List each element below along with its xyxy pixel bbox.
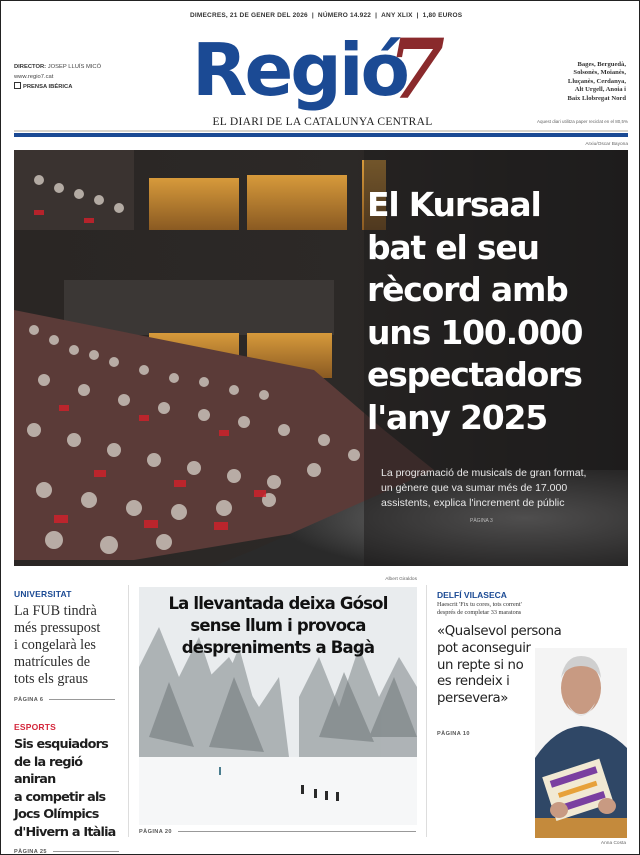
- page-ref-rule: [49, 699, 115, 700]
- lead-subtitle: [381, 466, 626, 511]
- headline-line: d'Hivern a Itàlia: [14, 824, 116, 840]
- price: 1,80 EUROS: [422, 12, 463, 19]
- year: ANY XLIX: [381, 12, 413, 19]
- masthead-rule-grey: [14, 130, 628, 132]
- headline-line: i congelarà les: [14, 637, 96, 653]
- headline-line: La llevantada deixa Gósol: [168, 594, 388, 613]
- masthead-rule-blue: [14, 133, 628, 137]
- interview-name: DELFÍ VILASECA: [437, 590, 507, 600]
- region-line: Solsonès, Moianès,: [573, 69, 626, 77]
- headline-line: bat el seu: [367, 227, 539, 267]
- center-headline[interactable]: [139, 593, 417, 659]
- story-headline: [14, 603, 120, 688]
- quote-line: es rendeix i: [437, 674, 510, 690]
- director-name: JOSEP LLUÍS MICÓ: [47, 64, 102, 70]
- headline-line: uns 100.000: [367, 312, 583, 352]
- headline-line: més pressupost: [14, 620, 101, 636]
- column-divider: [128, 585, 129, 837]
- quote-line: pot aconseguir: [437, 640, 531, 656]
- page-ref-rule: [53, 851, 119, 852]
- headline-line: El Kursaal: [367, 185, 541, 224]
- headline-line: tots els graus: [14, 671, 89, 687]
- story-universitat[interactable]: [14, 589, 120, 703]
- quote-line: un repte si no: [437, 657, 524, 673]
- region-line: Lluçanès, Cerdanya,: [567, 77, 626, 85]
- headline-line: sense llum i provoca: [190, 616, 366, 635]
- region-line: Bages, Berguedà,: [577, 61, 626, 68]
- headline-line: l'any 2025: [367, 397, 548, 437]
- portrait-photo-credit: Anna Costa: [600, 841, 626, 846]
- story-esports[interactable]: [14, 722, 120, 855]
- interview-quote[interactable]: [437, 624, 607, 708]
- tagline: EL DIARI DE LA CATALUNYA CENTRAL: [212, 116, 433, 128]
- quote-line: persevera»: [437, 691, 508, 707]
- logo-text: Regió: [192, 28, 407, 112]
- region-line: Alt Urgell, Anoia i: [574, 86, 626, 94]
- interview-page-ref[interactable]: PÀGINA 10: [437, 731, 470, 737]
- column-divider: [426, 585, 427, 837]
- headline-line: espectadors: [367, 355, 582, 394]
- section-label: UNIVERSITAT: [14, 589, 72, 599]
- headline-line: La FUB tindrà: [14, 603, 97, 619]
- headline-line: a competir als: [14, 789, 106, 805]
- page-ref-text: PÀGINA 20: [139, 829, 172, 835]
- lead-photo-credit: Arxiu/Oscar Bayona: [585, 142, 628, 147]
- website-link[interactable]: www.regio7.cat: [14, 74, 54, 80]
- page-ref-text: PÀGINA 25: [14, 849, 47, 855]
- region-line: Baix Llobregat Nord: [567, 94, 626, 102]
- headline-line: rècord amb: [367, 270, 568, 309]
- page-ref[interactable]: [14, 849, 120, 855]
- logo-number: 7: [388, 22, 446, 118]
- headline-line: matrícules de: [14, 654, 91, 670]
- center-photo-credit: Albert Giraldos: [385, 577, 417, 582]
- interview-intro: [437, 601, 597, 616]
- intro-line: després de completar 33 maratons: [437, 608, 522, 616]
- group-name: PRENSA IBÉRICA: [23, 84, 73, 90]
- center-page-ref[interactable]: [139, 829, 416, 835]
- story-headline: [14, 736, 120, 841]
- regions-list: [540, 61, 626, 103]
- headline-line: Sis esquiadors: [14, 737, 108, 752]
- page-ref-rule: [178, 831, 416, 832]
- section-label: ESPORTS: [14, 722, 57, 732]
- issue-number: NÚMERO 14.922: [317, 12, 372, 19]
- lead-page-ref[interactable]: PÀGINA 3: [470, 518, 493, 524]
- headline-line: de la regió aniran: [14, 754, 83, 787]
- subtitle-line: La programació de musicals de gran format,: [381, 467, 587, 479]
- masthead-meta: [14, 62, 101, 92]
- lead-headline[interactable]: [367, 184, 612, 439]
- dateline: DIMECRES, 21 DE GENER DEL 2026 | NÚMERO 14.922 | ANY XLIX | 1,80 EUROS: [190, 12, 463, 19]
- quote-line: «Qualsevol persona: [437, 624, 562, 639]
- headline-line: despreniments a Bagà: [181, 638, 375, 657]
- page-ref-text: PÀGINA 6: [14, 697, 44, 703]
- recycled-paper-note: Aquest diari utilitza paper reciclat en el 80,5%: [536, 119, 628, 124]
- date: DIMECRES, 21 DE GENER DEL 2026: [190, 12, 308, 19]
- subtitle-line: assistents, explica l'increment de públic: [381, 497, 565, 509]
- intro-line: Haescrit 'Fix tu cores, tots corrent': [437, 601, 522, 608]
- prensa-iberica-logo-icon: [14, 82, 21, 89]
- page-ref[interactable]: [14, 697, 120, 703]
- director-label: DIRECTOR:: [14, 64, 47, 70]
- subtitle-line: un gènere que va sumar més de 17.000: [381, 482, 568, 494]
- headline-line: Jocs Olímpics: [14, 807, 99, 822]
- newspaper-logo[interactable]: [192, 22, 457, 118]
